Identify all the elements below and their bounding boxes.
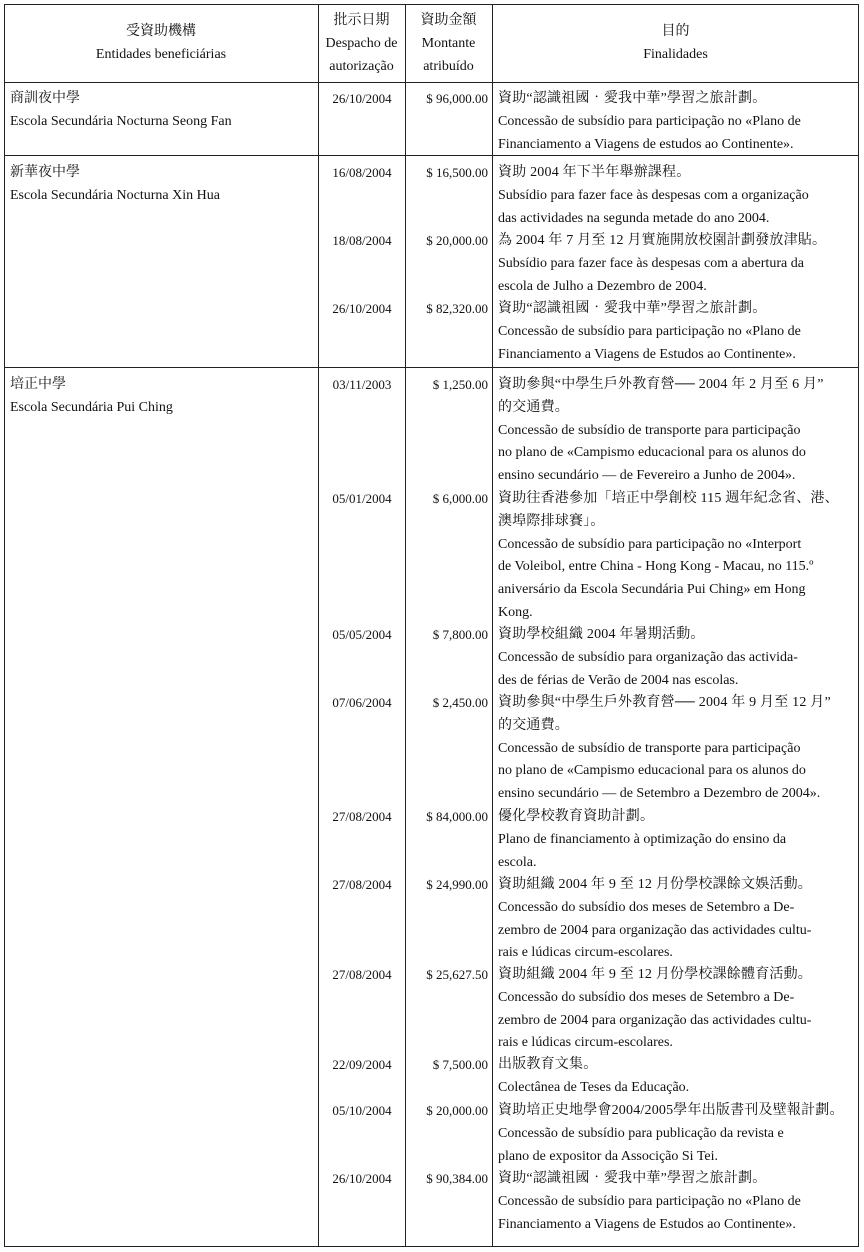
header-purpose-pt: Finalidades [643, 47, 708, 62]
purpose-cell [498, 488, 858, 625]
amount-cell: $ 1,250.00 [432, 377, 488, 392]
purpose-line: Financiamento a Viagens de Estudos ao Continente». [498, 1216, 796, 1232]
purpose-line: Concessão de subsídio para organização das activida- [498, 649, 798, 665]
purpose-cell [498, 162, 858, 230]
purpose-line: Concessão de subsídio de transporte para participação [498, 740, 801, 756]
header-amount [405, 9, 492, 78]
purpose-line: Concessão de subsídio para participação no «Plano de [498, 323, 801, 339]
purpose-line: 資助參與“中學生戶外教育營── 2004 年 2 月至 6 月” [498, 377, 824, 392]
purpose-line: das actividades na segunda metade do ano 2004. [498, 210, 770, 226]
purpose-line: no plano de «Campismo educacional para os alunos do [498, 763, 806, 779]
amount-cell: $ 6,000.00 [432, 491, 488, 506]
purpose-line: Financiamento a Viagens de Estudos ao Continente». [498, 346, 796, 362]
purpose-line: 為 2004 年 7 月至 12 月實施開放校園計劃發放津貼。 [498, 233, 827, 248]
purpose-line: ensino secundário — de Fevereiro a Junho de 2004». [498, 468, 796, 484]
purpose-line: 資助參與“中學生戶外教育營── 2004 年 9 月至 12 月” [498, 695, 831, 710]
purpose-line: Subsídio para fazer face às despesas com a organização [498, 187, 809, 203]
group-divider [4, 367, 859, 368]
purpose-line: aniversário da Escola Secundária Pui Ching» em Hong [498, 582, 806, 598]
purpose-cell [498, 624, 858, 692]
header-purpose-zh: 目的 [661, 24, 690, 39]
purpose-line: Colectânea de Teses da Educação. [498, 1079, 690, 1095]
purpose-line: rais e lúdicas circum-escolares. [498, 945, 673, 961]
amount-cell: $ 16,500.00 [426, 165, 488, 180]
amount-cell: $ 2,450.00 [432, 695, 488, 710]
purpose-line: no plano de «Campismo educacional para os alunos do [498, 445, 806, 461]
purpose-line: Concessão de subsídio para publicação da revista e [498, 1125, 784, 1141]
purpose-line: Kong. [498, 604, 533, 620]
header-amount-zh: 資助金額 [420, 13, 477, 28]
entity-name [10, 162, 220, 208]
purpose-line: Subsídio para fazer face às despesas com a abertura da [498, 255, 804, 271]
purpose-line: plano de expositor da Associção Si Tei. [498, 1148, 719, 1164]
header-purpose [492, 20, 859, 66]
amount-cell: $ 82,320.00 [426, 301, 488, 316]
purpose-cell [498, 806, 858, 874]
date-cell: 27/08/2004 [332, 967, 392, 982]
entity-name-pt: Escola Secundária Nocturna Xin Hua [10, 187, 220, 203]
purpose-line: 資助組織 2004 年 9 至 12 月份學校課餘文娛活動。 [498, 877, 812, 892]
purpose-line: de Voleibol, entre China - Hong Kong - Macau, no 115.º [498, 559, 814, 575]
entity-name-zh: 培正中學 [10, 377, 66, 392]
amount-cell: $ 90,384.00 [426, 1171, 488, 1186]
header-entities [4, 20, 318, 66]
header-amount-pt1: Montante [421, 36, 476, 51]
date-cell: 26/10/2004 [332, 301, 392, 316]
table-top-border [4, 4, 859, 5]
header-date-pt1: Despacho de [325, 36, 398, 51]
column-divider [318, 4, 319, 1247]
entity-name [10, 88, 232, 134]
amount-cell: $ 20,000.00 [426, 1103, 488, 1118]
header-entities-pt: Entidades beneficiárias [95, 47, 227, 62]
purpose-line: 資助“認識祖國‧愛我中華”學習之旅計劃。 [498, 1171, 767, 1186]
purpose-line: 資助往香港參加「培正中學創校 115 週年紀念省、港、 [498, 491, 839, 506]
header-date-zh: 批示日期 [333, 13, 390, 28]
purpose-line: escola. [498, 854, 537, 870]
date-cell: 16/08/2004 [332, 165, 392, 180]
purpose-line: Concessão de subsídio de transporte para participação [498, 422, 801, 438]
amount-cell: $ 24,990.00 [426, 877, 488, 892]
date-cell: 18/08/2004 [332, 233, 392, 248]
date-cell: 05/05/2004 [332, 627, 392, 642]
purpose-line: escola de Julho a Dezembro de 2004. [498, 278, 707, 294]
entity-name-zh: 商訓夜中學 [10, 91, 80, 106]
purpose-line: 的交通費。 [498, 717, 569, 733]
purpose-line: Financiamento a Viagens de estudos ao Continente». [498, 136, 794, 152]
date-cell: 27/08/2004 [332, 809, 392, 824]
purpose-cell [498, 874, 858, 965]
date-cell: 03/11/2003 [332, 377, 392, 392]
date-cell: 27/08/2004 [332, 877, 392, 892]
date-cell: 26/10/2004 [332, 1171, 392, 1186]
purpose-line: des de férias de Verão de 2004 nas escolas. [498, 672, 739, 688]
header-date [318, 9, 405, 78]
purpose-cell [498, 964, 858, 1055]
table-bottom-border [4, 1246, 859, 1247]
purpose-line: 澳埠際排球賽」。 [498, 513, 605, 529]
entity-name-pt: Escola Secundária Nocturna Seong Fan [10, 113, 232, 129]
purpose-line: Concessão do subsídio dos meses de Setembro a De- [498, 989, 795, 1005]
date-cell: 05/01/2004 [332, 491, 392, 506]
header-divider [4, 82, 859, 83]
amount-cell: $ 7,800.00 [432, 627, 488, 642]
purpose-cell [498, 1054, 858, 1100]
entity-name-pt: Escola Secundária Pui Ching [10, 399, 173, 415]
purpose-cell [498, 1168, 858, 1236]
date-cell: 26/10/2004 [332, 91, 392, 106]
purpose-line: ensino secundário — de Setembro a Dezembro de 2004». [498, 786, 821, 802]
purpose-cell [498, 374, 858, 488]
header-date-pt2: autorização [329, 59, 394, 74]
purpose-cell [498, 692, 858, 806]
date-cell: 07/06/2004 [332, 695, 392, 710]
purpose-line: 資助“認識祖國‧愛我中華”學習之旅計劃。 [498, 301, 767, 316]
purpose-cell [498, 88, 858, 156]
date-cell: 22/09/2004 [332, 1057, 392, 1072]
purpose-line: 資助培正史地學會2004/2005學年出版書刊及壁報計劃。 [498, 1103, 844, 1118]
amount-cell: $ 84,000.00 [426, 809, 488, 824]
amount-cell: $ 7,500.00 [432, 1057, 488, 1072]
header-entities-zh: 受資助機構 [126, 24, 196, 39]
purpose-cell [498, 1100, 858, 1168]
purpose-line: Concessão do subsídio dos meses de Setembro a De- [498, 899, 795, 915]
purpose-line: Plano de financiamento à optimização do ensino da [498, 831, 787, 847]
purpose-line: rais e lúdicas circum-escolares. [498, 1035, 673, 1051]
purpose-line: Concessão de subsídio para participação no «Plano de [498, 1193, 801, 1209]
column-divider [492, 4, 493, 1247]
purpose-line: Concessão de subsídio para participação no «Plano de [498, 113, 801, 129]
purpose-line: 資助“認識祖國‧愛我中華”學習之旅計劃。 [498, 91, 767, 106]
purpose-line: 資助 2004 年下半年舉辦課程。 [498, 165, 691, 180]
purpose-line: 出版教育文集。 [498, 1057, 598, 1072]
purpose-line: 資助學校組織 2004 年暑期活動。 [498, 627, 705, 642]
entity-name-zh: 新華夜中學 [10, 165, 80, 180]
purpose-line: 的交通費。 [498, 399, 569, 415]
date-cell: 05/10/2004 [332, 1103, 392, 1118]
purpose-line: 優化學校教育資助計劃。 [498, 809, 655, 824]
purpose-line: Concessão de subsídio para participação no «Interport [498, 536, 802, 552]
purpose-line: zembro de 2004 para organização das actividades cultu- [498, 922, 812, 938]
header-amount-pt2: atribuído [423, 59, 474, 74]
purpose-cell [498, 298, 858, 366]
amount-cell: $ 96,000.00 [426, 91, 488, 106]
entity-name [10, 374, 173, 420]
purpose-cell [498, 230, 858, 298]
purpose-line: 資助組織 2004 年 9 至 12 月份學校課餘體育活動。 [498, 967, 812, 982]
purpose-line: zembro de 2004 para organização das actividades cultu- [498, 1012, 812, 1028]
amount-cell: $ 20,000.00 [426, 233, 488, 248]
amount-cell: $ 25,627.50 [426, 967, 488, 982]
